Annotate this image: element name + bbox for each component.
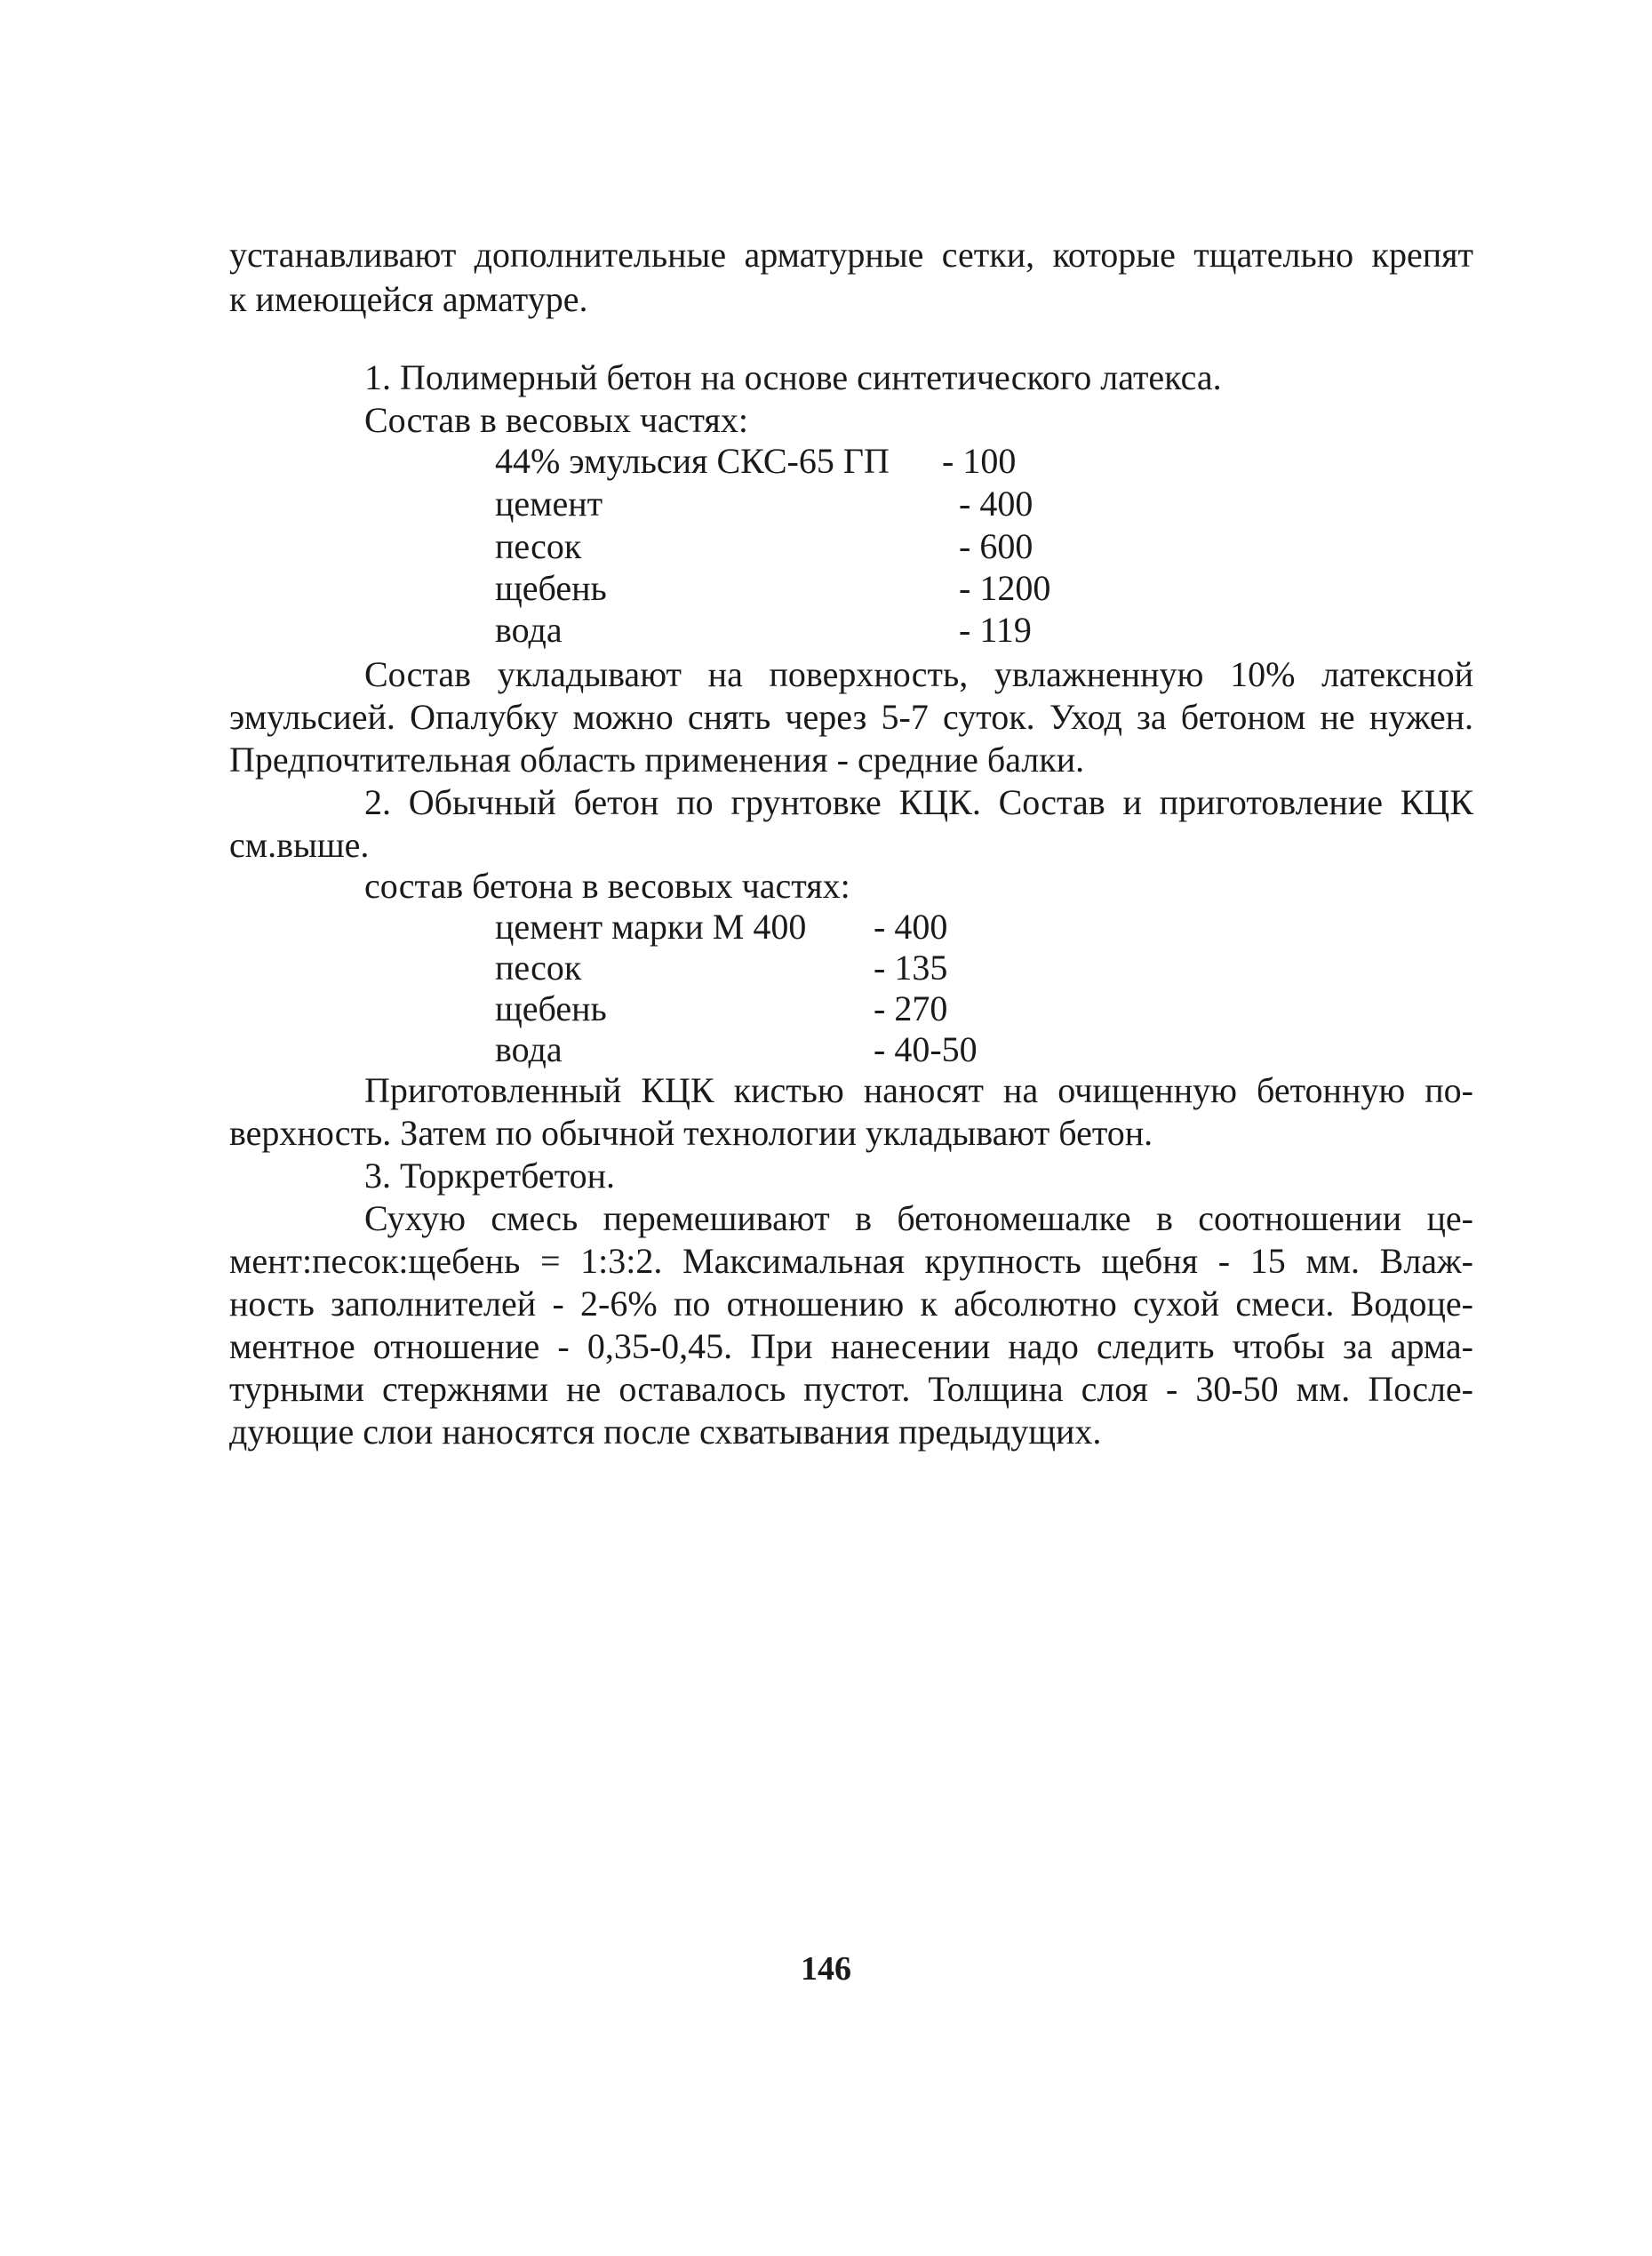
- section-2-item-value: - 40-50: [874, 1029, 978, 1069]
- section-3-paragraph-line-4: ментное отношение - 0,35-0,45. При нанесении надо следить чтобы за арма-: [229, 1326, 1473, 1366]
- section-2-title-line-2: см.выше.: [229, 825, 370, 865]
- section-1-paragraph-line-1: Состав укладывают на поверхность, увлажненную 10% латексной: [364, 654, 1473, 694]
- section-2-item-value: - 400: [874, 907, 948, 947]
- section-3-title: 3. Торкретбетон.: [364, 1156, 616, 1196]
- section-1-item-value: - 119: [959, 610, 1032, 650]
- intro-line-2: к имеющейся арматуре.: [229, 279, 588, 319]
- section-2-item-value: - 135: [874, 948, 948, 988]
- section-1-paragraph-line-2: эмульсией. Опалубку можно снять через 5-7 суток. Уход за бетоном не нужен.: [229, 697, 1473, 737]
- section-3-paragraph-line-1: Сухую смесь перемешивают в бетономешалке в соотношении це-: [364, 1198, 1473, 1238]
- section-2-item-value: - 270: [874, 988, 948, 1028]
- section-2-paragraph-line-1: Приготовленный КЦК кистью наносят на очищенную бетонную по-: [364, 1070, 1473, 1110]
- page-number: 146: [801, 1950, 851, 1988]
- section-2-item-name: щебень: [495, 988, 607, 1028]
- section-1-paragraph-line-3: Предпочтительная область применения - средние балки.: [229, 740, 1085, 780]
- section-1-item-name: 44% эмульсия СКС-65 ГП: [495, 441, 890, 481]
- section-2-item-name: цемент марки М 400: [495, 907, 807, 947]
- section-2-title-line-1: 2. Обычный бетон по грунтовке КЦК. Состав и приготовление КЦК: [364, 782, 1473, 822]
- section-1-title: 1. Полимерный бетон на основе синтетического латекса.: [364, 357, 1222, 397]
- section-2-item-name: песок: [495, 948, 582, 988]
- section-2-paragraph-line-2: верхность. Затем по обычной технологии укладывают бетон.: [229, 1113, 1153, 1153]
- intro-line-1: устанавливают дополнительные арматурные сетки, которые тщательно крепят: [229, 235, 1473, 275]
- section-1-item-name: вода: [495, 610, 563, 650]
- section-1-item-value: - 1200: [959, 568, 1051, 608]
- section-3-paragraph-line-3: ность заполнителей - 2-6% по отношению к абсолютно сухой смеси. Водоце-: [229, 1284, 1473, 1324]
- section-2-item-name: вода: [495, 1029, 563, 1069]
- section-3-paragraph-line-2: мент:песок:щебень = 1:3:2. Максимальная крупность щебня - 15 мм. Влаж-: [229, 1241, 1473, 1281]
- section-3-paragraph-line-5: турными стержнями не оставалось пустот. Толщина слоя - 30-50 мм. После-: [229, 1369, 1473, 1409]
- section-1-item-value: - 400: [959, 484, 1033, 524]
- section-1-item-value: - 600: [959, 526, 1033, 566]
- section-1-item-name: щебень: [495, 568, 607, 608]
- section-1-item-name: песок: [495, 526, 582, 566]
- section-2-composition-heading: состав бетона в весовых частях:: [364, 866, 850, 906]
- section-1-item-name: цемент: [495, 484, 603, 524]
- section-3-paragraph-line-6: дующие слои наносятся после схватывания предыдущих.: [229, 1412, 1102, 1452]
- section-1-composition-heading: Состав в весовых частях:: [364, 400, 748, 440]
- section-1-item-value: - 100: [942, 441, 1017, 481]
